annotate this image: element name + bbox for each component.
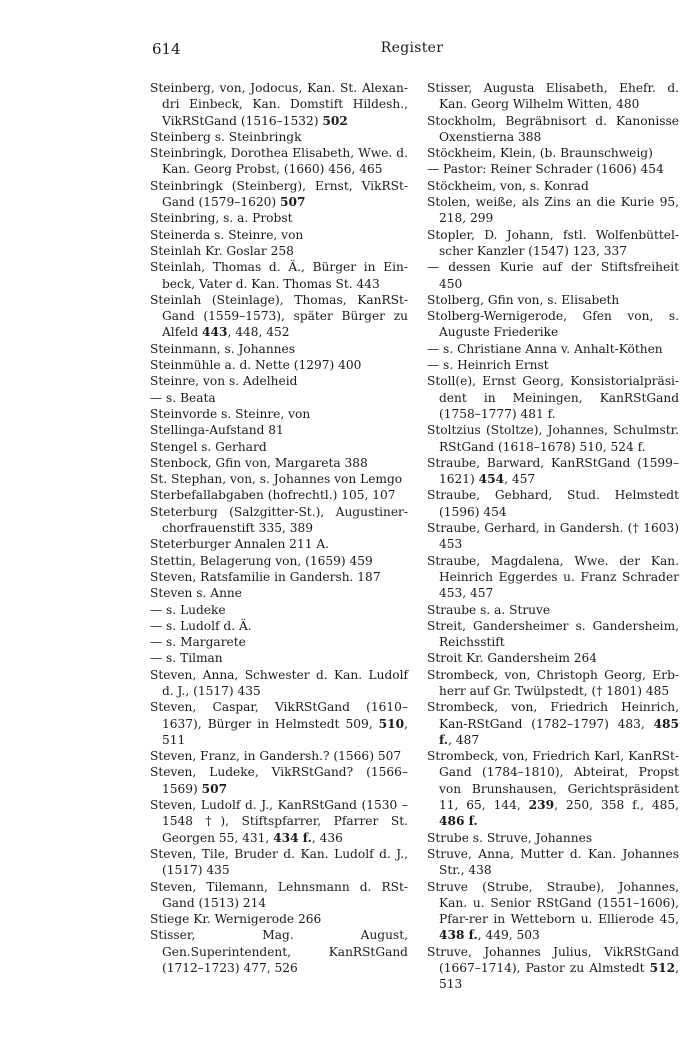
index-entry: Steinvorde s. Steinre, von [150,406,311,421]
index-entry: Steven, Franz, in Gandersh.? (1566) 507 [150,749,402,764]
running-title: Register [380,40,444,56]
index-entry: Stroit Kr. Gandersheim 264 [427,651,598,666]
index-entry: Straube, Barward, KanRStGand (1599–1621) 454, 457 [427,455,679,487]
index-entry: — s. Heinrich Ernst [427,358,549,373]
index-entry: Steven, Tile, Bruder d. Kan. Ludolf d. J., (1517) 435 [150,846,408,878]
index-entry: Steven, Ludeke, VikRStGand? (1566–1569) 507 [150,765,408,796]
index-entry: Steinlah, Thomas d. Ä., Bürger in Ein-beck, Vater d. Kan. Thomas St. 443 [150,260,408,291]
index-entry: Stellinga-Aufstand 81 [150,423,284,438]
index-entry: Steven, Ludolf d. J., KanRStGand (1530 –1548 †), Stiftspfarrer, Pfarrer St. Georgen 55, 431, 434 f., 436 [150,798,408,845]
index-entry: Stolen, weiße, als Zins an die Kurie 95, 218, 299 [427,195,679,226]
index-entry: Steinmann, s. Johannes [150,341,295,356]
index-entry: Steinmühle a. d. Nette (1297) 400 [150,358,362,373]
index-entry: Stockholm, Begräbnisort d. Kanonisse Oxenstierna 388 [427,113,679,144]
index-entry: Stöckheim, Klein, (b. Braunschweig) [427,146,653,161]
index-entry: — s. Ludeke [150,602,226,617]
index-entry: — s. Tilman [150,651,223,666]
index-entry: Steinlah (Steinlage), Thomas, KanRSt-Gand (1559–1573), später Bürger zu Alfeld 443, 448, 452 [150,292,408,340]
index-entry: Stolberg-Wernigerode, Gfen von, s. Auguste Friederike [427,309,679,340]
index-entry: Stenbock, Gfin von, Margareta 388 [150,455,368,470]
index-entry: Strombeck, von, Friedrich Karl, KanRSt-Gand (1784–1810), Abteirat, Propst von Brunshausen, Gerichtspräsident 11, 65, 144, 239, 250, 358 f., 485, 486 f. [427,749,679,829]
index-entry: Steterburger Annalen 211 A. [150,537,329,552]
index-entry: Struve, Anna, Mutter d. Kan. Johannes Str., 438 [427,846,679,878]
index-entry: Straube s. a. Struve [427,602,551,617]
index-entry: Steven, Tilemann, Lehnsmann d. RSt-Gand (1513) 214 [150,879,408,910]
index-entry: Steinberg s. Steinbringk [150,129,302,144]
index-entry: St. Stephan, von, s. Johannes von Lemgo [150,472,403,487]
index-entry: Strombeck, von, Christoph Georg, Erb-herr auf Gr. Twülpstedt, († 1801) 485 [427,667,679,698]
index-entry: Steven s. Anne [150,586,242,601]
index-entry: Steinbringk, Dorothea Elisabeth, Wwe. d. Kan. Georg Probst, (1660) 456, 465 [150,146,408,177]
index-entry: Stoltzius (Stoltze), Johannes, Schulmstr. RStGand (1618–1678) 510, 524 f. [427,423,679,454]
page-number: 614 [152,40,181,58]
index-entry: — Pastor: Reiner Schrader (1606) 454 [427,162,664,177]
index-entry: Stoll(e), Ernst Georg, Konsistorialpräsi-dent in Meiningen, KanRStGand (1758–1777) 481 f. [427,374,679,421]
index-entry: Steinlah Kr. Goslar 258 [150,243,294,258]
index-entry: Steterburg (Salzgitter-St.), Augustiner-chorfrauenstift 335, 389 [150,504,408,536]
index-entry: Stopler, D. Johann, fstl. Wolfenbüttel-scher Kanzler (1547) 123, 337 [427,227,679,258]
index-entry: — s. Margarete [150,635,246,650]
index-entry: Steven, Ratsfamilie in Gandersh. 187 [150,569,381,584]
index-entry: Stengel s. Gerhard [150,439,267,454]
index-entry: Straube, Gebhard, Stud. Helmstedt (1596) 454 [427,488,679,519]
index-entry: Steinre, von s. Adelheid [150,374,298,389]
index-entry: Struve (Strube, Straube), Johannes, Kan. u. Senior RStGand (1551–1606), Pfar-rer in Wetteborn u. Ellierode 45, 438 f., 449, 503 [427,879,679,943]
index-entry: Strombeck, von, Friedrich Heinrich, Kan-RStGand (1782–1797) 483, 485 f., 487 [427,700,679,747]
index-entry: — s. Ludolf d. Ä. [150,618,252,633]
index-entry: Steven, Anna, Schwester d. Kan. Ludolf d. J., (1517) 435 [150,667,408,698]
index-entry: Sterbefallabgaben (hofrechtl.) 105, 107 [150,488,396,503]
index-entry: Steinerda s. Steinre, von [150,227,304,242]
index-entry: Straube, Gerhard, in Gandersh. († 1603) 453 [427,521,679,552]
index-entry: Struve, Johannes Julius, VikRStGand (1667–1714), Pastor zu Almstedt 512, 513 [427,944,679,992]
index-entry: Steinbringk (Steinberg), Ernst, VikRSt-Gand (1579–1620) 507 [150,178,408,210]
index-entry: Stisser, Mag. August, Gen.Superintendent, KanRStGand (1712–1723) 477, 526 [150,928,408,976]
index-entry: Steinberg, von, Jodocus, Kan. St. Alexan-dri Einbeck, Kan. Domstift Hildesh., VikRStGand (1516–1532) 502 [150,81,408,128]
right-column [427,80,679,993]
index-entry: Stöckheim, von, s. Konrad [427,178,589,193]
left-column [150,80,408,976]
index-entry: Straube, Magdalena, Wwe. der Kan. Heinrich Eggerdes u. Franz Schrader 453, 457 [427,553,679,601]
index-entry: Stettin, Belagerung von, (1659) 459 [150,553,373,568]
index-entry: Stisser, Augusta Elisabeth, Ehefr. d. Kan. Georg Wilhelm Witten, 480 [427,81,679,112]
index-entry: Steven, Caspar, VikRStGand (1610–1637), Bürger in Helmstedt 509, 510, 511 [150,700,408,747]
index-entry: Stolberg, Gfin von, s. Elisabeth [427,292,620,307]
index-entry: Strube s. Struve, Johannes [427,830,593,845]
index-entry: — dessen Kurie auf der Stiftsfreiheit 450 [427,260,679,291]
index-entry: Streit, Gandersheimer s. Gandersheim, Reichsstift [427,618,679,650]
index-entry: — s. Beata [150,390,216,405]
page-header [152,40,672,62]
index-entry: — s. Christiane Anna v. Anhalt-Köthen [427,341,663,356]
index-entry: Steinbring, s. a. Probst [150,211,293,226]
index-entry: Stiege Kr. Wernigerode 266 [150,912,322,927]
